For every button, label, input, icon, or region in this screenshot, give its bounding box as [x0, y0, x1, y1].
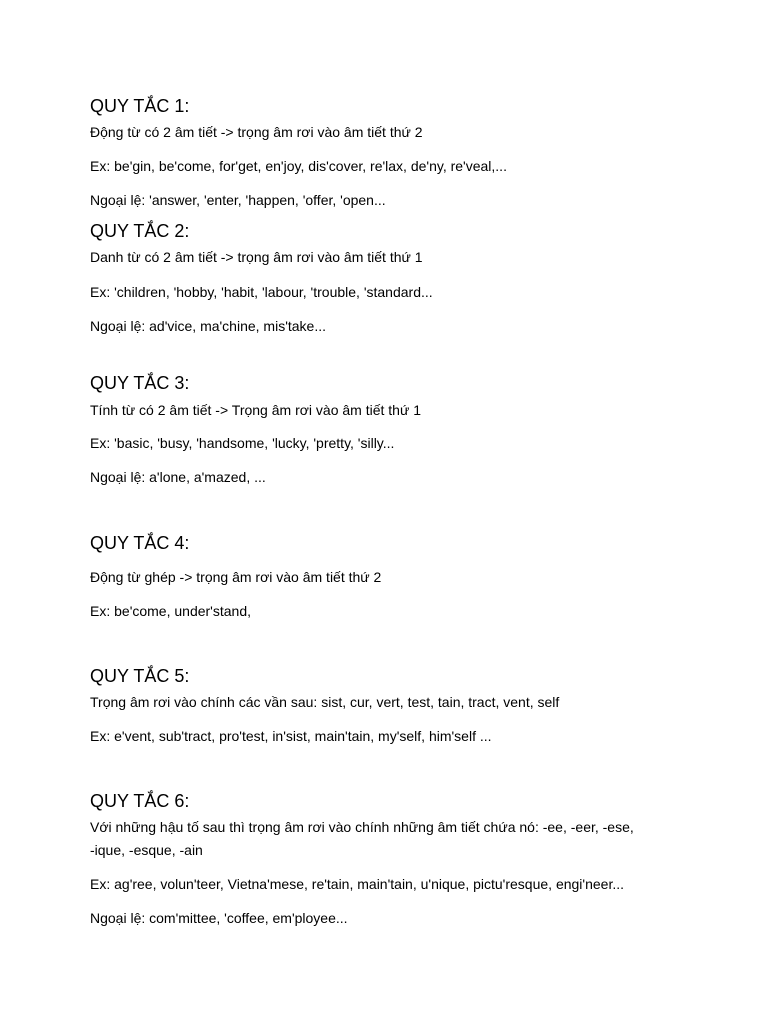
rule-3-examples: Ex: 'basic, 'busy, 'handsome, 'lucky, 'pretty, 'silly... — [90, 435, 395, 451]
rule-6-examples: Ex: ag'ree, volun'teer, Vietna'mese, re'tain, main'tain, u'nique, pictu'resque, engi'neer... — [90, 876, 625, 892]
rule-1-heading: QUY TẮC 1: — [90, 96, 190, 116]
rule-6-description-continued: -ique, -esque, -ain — [90, 842, 203, 858]
rule-4-examples: Ex: be'come, under'stand, — [90, 603, 251, 619]
rule-6-exceptions: Ngoại lệ: com'mittee, 'coffee, em'ployee... — [90, 910, 348, 926]
rule-4-heading: QUY TẮC 4: — [90, 533, 190, 553]
rule-3-description: Tính từ có 2 âm tiết -> Trọng âm rơi vào âm tiết thứ 1 — [90, 402, 421, 418]
rule-2-exceptions: Ngoại lệ: ad'vice, ma'chine, mis'take... — [90, 318, 327, 334]
rule-1-description: Động từ có 2 âm tiết -> trọng âm rơi vào âm tiết thứ 2 — [90, 124, 423, 140]
rule-5-description: Trọng âm rơi vào chính các vần sau: sist, cur, vert, test, tain, tract, vent, self — [90, 694, 560, 710]
rule-2-examples: Ex: 'children, 'hobby, 'habit, 'labour, 'trouble, 'standard... — [90, 284, 433, 300]
rule-6-description: Với những hậu tố sau thì trọng âm rơi vào chính những âm tiết chứa nó: -ee, -eer, -ese, — [90, 819, 634, 835]
rule-2-description: Danh từ có 2 âm tiết -> trọng âm rơi vào âm tiết thứ 1 — [90, 249, 423, 265]
rule-2-heading: QUY TẮC 2: — [90, 221, 190, 241]
rule-3-heading: QUY TẮC 3: — [90, 373, 190, 393]
rule-3-exceptions: Ngoại lệ: a'lone, a'mazed, ... — [90, 469, 266, 485]
rule-1-exceptions: Ngoại lệ: 'answer, 'enter, 'happen, 'offer, 'open... — [90, 192, 386, 208]
rule-6-heading: QUY TẮC 6: — [90, 791, 190, 811]
rule-5-examples: Ex: e'vent, sub'tract, pro'test, in'sist, main'tain, my'self, him'self ... — [90, 728, 492, 744]
rule-1-examples: Ex: be'gin, be'come, for'get, en'joy, dis'cover, re'lax, de'ny, re'veal,... — [90, 158, 507, 174]
rule-5-heading: QUY TẮC 5: — [90, 666, 190, 686]
rule-4-description: Động từ ghép -> trọng âm rơi vào âm tiết thứ 2 — [90, 569, 382, 585]
